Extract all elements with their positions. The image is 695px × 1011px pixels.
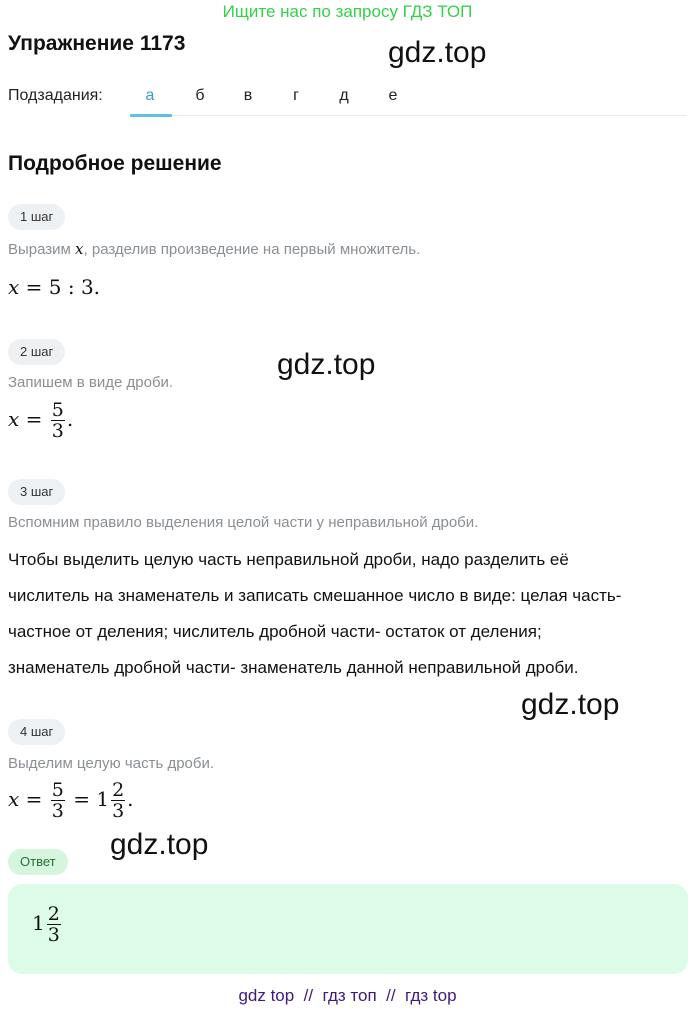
subtasks-label: Подзадания: bbox=[8, 87, 103, 104]
page-title: Упражнение 1173 bbox=[8, 32, 186, 55]
answer-box bbox=[8, 884, 688, 974]
step-2-hint: Запишем в виде дроби. bbox=[8, 374, 174, 391]
watermark: gdz.top bbox=[277, 348, 376, 381]
step-badge-4: 4 шаг bbox=[8, 719, 65, 745]
step-badge-1: 1 шаг bbox=[8, 204, 65, 230]
step-2-formula: x = $\frac{5}{3}$ . bbox=[8, 399, 74, 442]
watermark: gdz.top bbox=[521, 688, 620, 721]
step-3-rule-text: Чтобы выделить целую часть неправильной дроби, надо разделить её числитель на знаменатель и записать смешанное число в виде: целая часть- частное от деления; числитель дробной части- остаток от деления; знаменатель дробной части- знаменатель данной неправильной дроби. bbox=[8, 550, 622, 677]
step-badge-2: 2 шаг bbox=[8, 339, 65, 365]
step-badge-3: 3 шаг bbox=[8, 479, 65, 505]
tab-b[interactable]: б bbox=[195, 87, 205, 104]
active-tab-indicator bbox=[130, 114, 172, 117]
watermark: gdz.top bbox=[110, 828, 209, 861]
tab-e[interactable]: е bbox=[388, 87, 398, 104]
search-banner: Ищите нас по запросу ГДЗ ТОП bbox=[222, 2, 473, 21]
tab-d[interactable]: д bbox=[339, 87, 349, 104]
step-4-formula: x = $\frac{5}{3}$ = 1 $\frac{2}{3}$ . bbox=[8, 779, 134, 822]
step-3-hint: Вспомним правило выделения целой части у неправильной дроби. bbox=[8, 514, 479, 531]
answer-badge: Ответ bbox=[8, 849, 68, 875]
answer-value: 1 $\frac{2}{3}$ bbox=[32, 903, 60, 946]
tab-g[interactable]: г bbox=[293, 87, 299, 104]
step-1-formula: x = 5 : 3. bbox=[8, 275, 101, 299]
step-1-hint: Выразим x, разделив произведение на первый множитель. bbox=[8, 240, 421, 258]
tab-a[interactable]: а bbox=[145, 87, 155, 104]
tabs-divider bbox=[130, 115, 687, 116]
tab-v[interactable]: в bbox=[243, 87, 253, 104]
step-4-hint: Выделим целую часть дроби. bbox=[8, 755, 215, 772]
footer-links[interactable]: gdz top // гдз топ // гдз top bbox=[238, 986, 457, 1005]
watermark: gdz.top bbox=[388, 36, 487, 69]
section-title: Подробное решение bbox=[8, 152, 222, 175]
